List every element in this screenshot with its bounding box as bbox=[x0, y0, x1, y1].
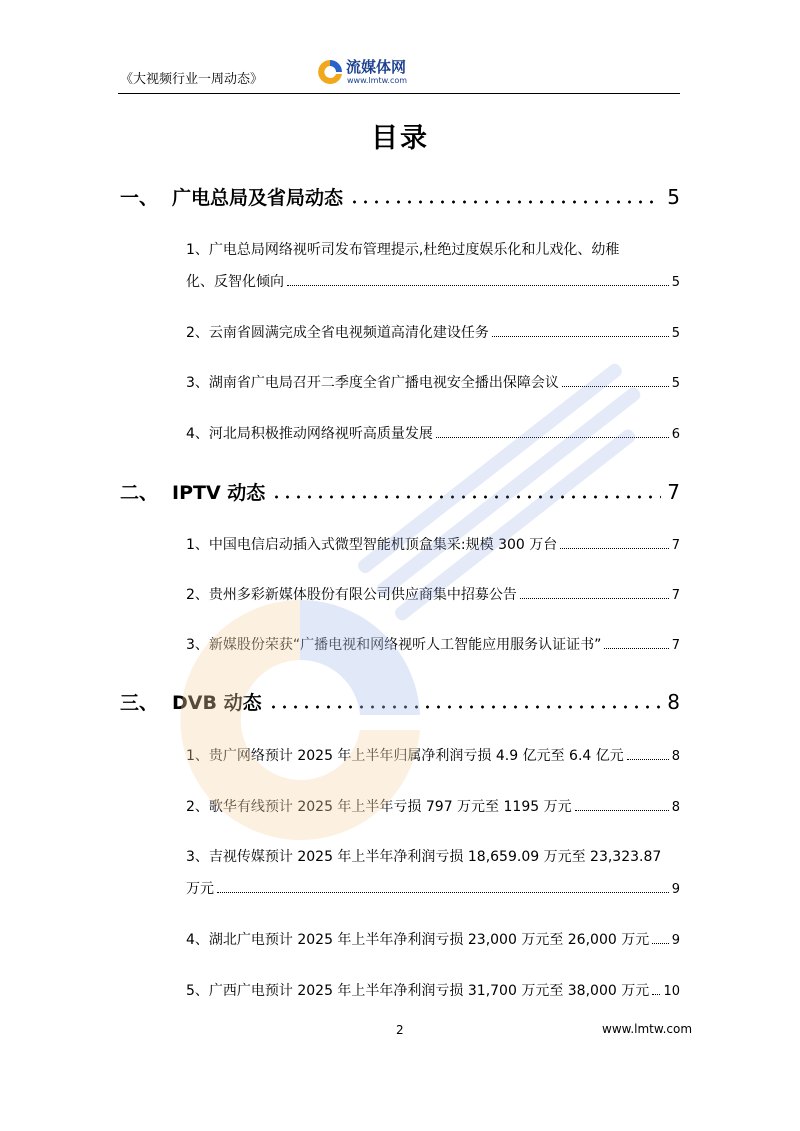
dot-leader bbox=[217, 888, 669, 893]
item-title: 3、湖南省广电局召开二季度全省广播电视安全播出保障会议 bbox=[186, 375, 559, 391]
toc-title: 目录 bbox=[371, 123, 429, 154]
item-page: 7 bbox=[671, 638, 680, 653]
toc-item[interactable] bbox=[186, 272, 680, 293]
footer-url: www.lmtw.com bbox=[602, 1022, 693, 1036]
section-number: 一、 bbox=[120, 187, 159, 209]
logo bbox=[316, 56, 426, 90]
footer-page-number: 2 bbox=[396, 1023, 404, 1037]
toc-section[interactable] bbox=[120, 183, 680, 210]
publication-title: 《大视频行业一周动态》 bbox=[120, 72, 264, 87]
item-page: 5 bbox=[671, 326, 680, 341]
toc-item-line[interactable]: 1、广电总局网络视听司发布管理提示,杜绝过度娱乐化和儿戏化、幼稚 bbox=[186, 242, 620, 258]
toc-item[interactable] bbox=[186, 373, 680, 394]
dot-leader bbox=[520, 594, 669, 599]
item-title: 1、贵广网络预计 2025 年上半年归属净利润亏损 4.9 亿元至 6.4 亿元 bbox=[186, 748, 624, 764]
section-title: 广电总局及省局动态 bbox=[172, 187, 344, 209]
logo-text: 流媒体网 bbox=[346, 58, 407, 76]
section-title: IPTV 动态 bbox=[172, 482, 266, 504]
dot-leader bbox=[287, 281, 669, 286]
item-title: 2、贵州多彩新媒体股份有限公司供应商集中招募公告 bbox=[186, 587, 517, 603]
item-title: 5、广西广电预计 2025 年上半年净利润亏损 31,700 万元至 38,000 万元 bbox=[186, 983, 650, 999]
item-title: 化、反智化倾向 bbox=[186, 274, 284, 290]
item-title: 1、中国电信启动插入式微型智能机顶盒集采:规模 300 万台 bbox=[186, 537, 558, 553]
dot-leader bbox=[652, 990, 660, 995]
dot-leader bbox=[604, 644, 668, 649]
item-page: 5 bbox=[671, 376, 680, 391]
dot-leader bbox=[492, 332, 669, 337]
item-page: 9 bbox=[671, 882, 680, 897]
dot-leader bbox=[627, 755, 669, 760]
logo-url: www.lmtw.com bbox=[347, 76, 408, 85]
toc-section[interactable] bbox=[120, 478, 680, 505]
item-page: 7 bbox=[671, 588, 680, 603]
toc-item[interactable] bbox=[186, 424, 680, 445]
toc-item[interactable] bbox=[186, 746, 680, 767]
item-title: 4、湖北广电预计 2025 年上半年净利润亏损 23,000 万元至 26,000 万元 bbox=[186, 932, 650, 948]
dot-leader bbox=[436, 433, 669, 438]
item-page: 10 bbox=[663, 984, 680, 999]
dot-leader bbox=[268, 699, 662, 709]
item-title: 2、歌华有线预计 2025 年上半年亏损 797 万元至 1195 万元 bbox=[186, 799, 572, 815]
item-page: 7 bbox=[671, 538, 680, 553]
section-number: 三、 bbox=[120, 692, 159, 714]
toc-item-line[interactable]: 3、吉视传媒预计 2025 年上半年净利润亏损 18,659.09 万元至 23,323.87 bbox=[186, 849, 662, 865]
item-title: 2、云南省圆满完成全省电视频道高清化建设任务 bbox=[186, 325, 489, 341]
logo-icon bbox=[316, 58, 344, 88]
toc-item[interactable] bbox=[186, 879, 680, 900]
item-title: 万元 bbox=[186, 881, 214, 897]
section-page: 5 bbox=[667, 185, 680, 209]
item-page: 8 bbox=[671, 800, 680, 815]
dot-leader bbox=[562, 382, 669, 387]
toc-item[interactable] bbox=[186, 930, 680, 951]
header-divider bbox=[118, 93, 680, 94]
toc-item[interactable] bbox=[186, 797, 680, 818]
dot-leader bbox=[349, 194, 661, 204]
toc-item[interactable] bbox=[186, 981, 680, 1002]
item-page: 9 bbox=[671, 933, 680, 948]
item-page: 6 bbox=[671, 427, 680, 442]
dot-leader bbox=[575, 806, 669, 811]
toc-item[interactable] bbox=[186, 323, 680, 344]
toc-item[interactable] bbox=[186, 535, 680, 556]
item-title: 3、新媒股份荣获“广播电视和网络视听人工智能应用服务认证证书” bbox=[186, 637, 602, 653]
section-title: DVB 动态 bbox=[172, 692, 262, 714]
section-page: 7 bbox=[667, 480, 680, 504]
dot-leader bbox=[652, 939, 669, 944]
dot-leader bbox=[560, 544, 668, 549]
item-page: 5 bbox=[671, 275, 680, 290]
toc-item[interactable] bbox=[186, 585, 680, 606]
toc-section[interactable] bbox=[120, 688, 680, 715]
section-page: 8 bbox=[667, 690, 680, 714]
section-number: 二、 bbox=[120, 482, 159, 504]
toc-item[interactable] bbox=[186, 635, 680, 656]
item-title: 4、河北局积极推动网络视听高质量发展 bbox=[186, 426, 433, 442]
item-page: 8 bbox=[671, 749, 680, 764]
dot-leader bbox=[271, 489, 661, 499]
